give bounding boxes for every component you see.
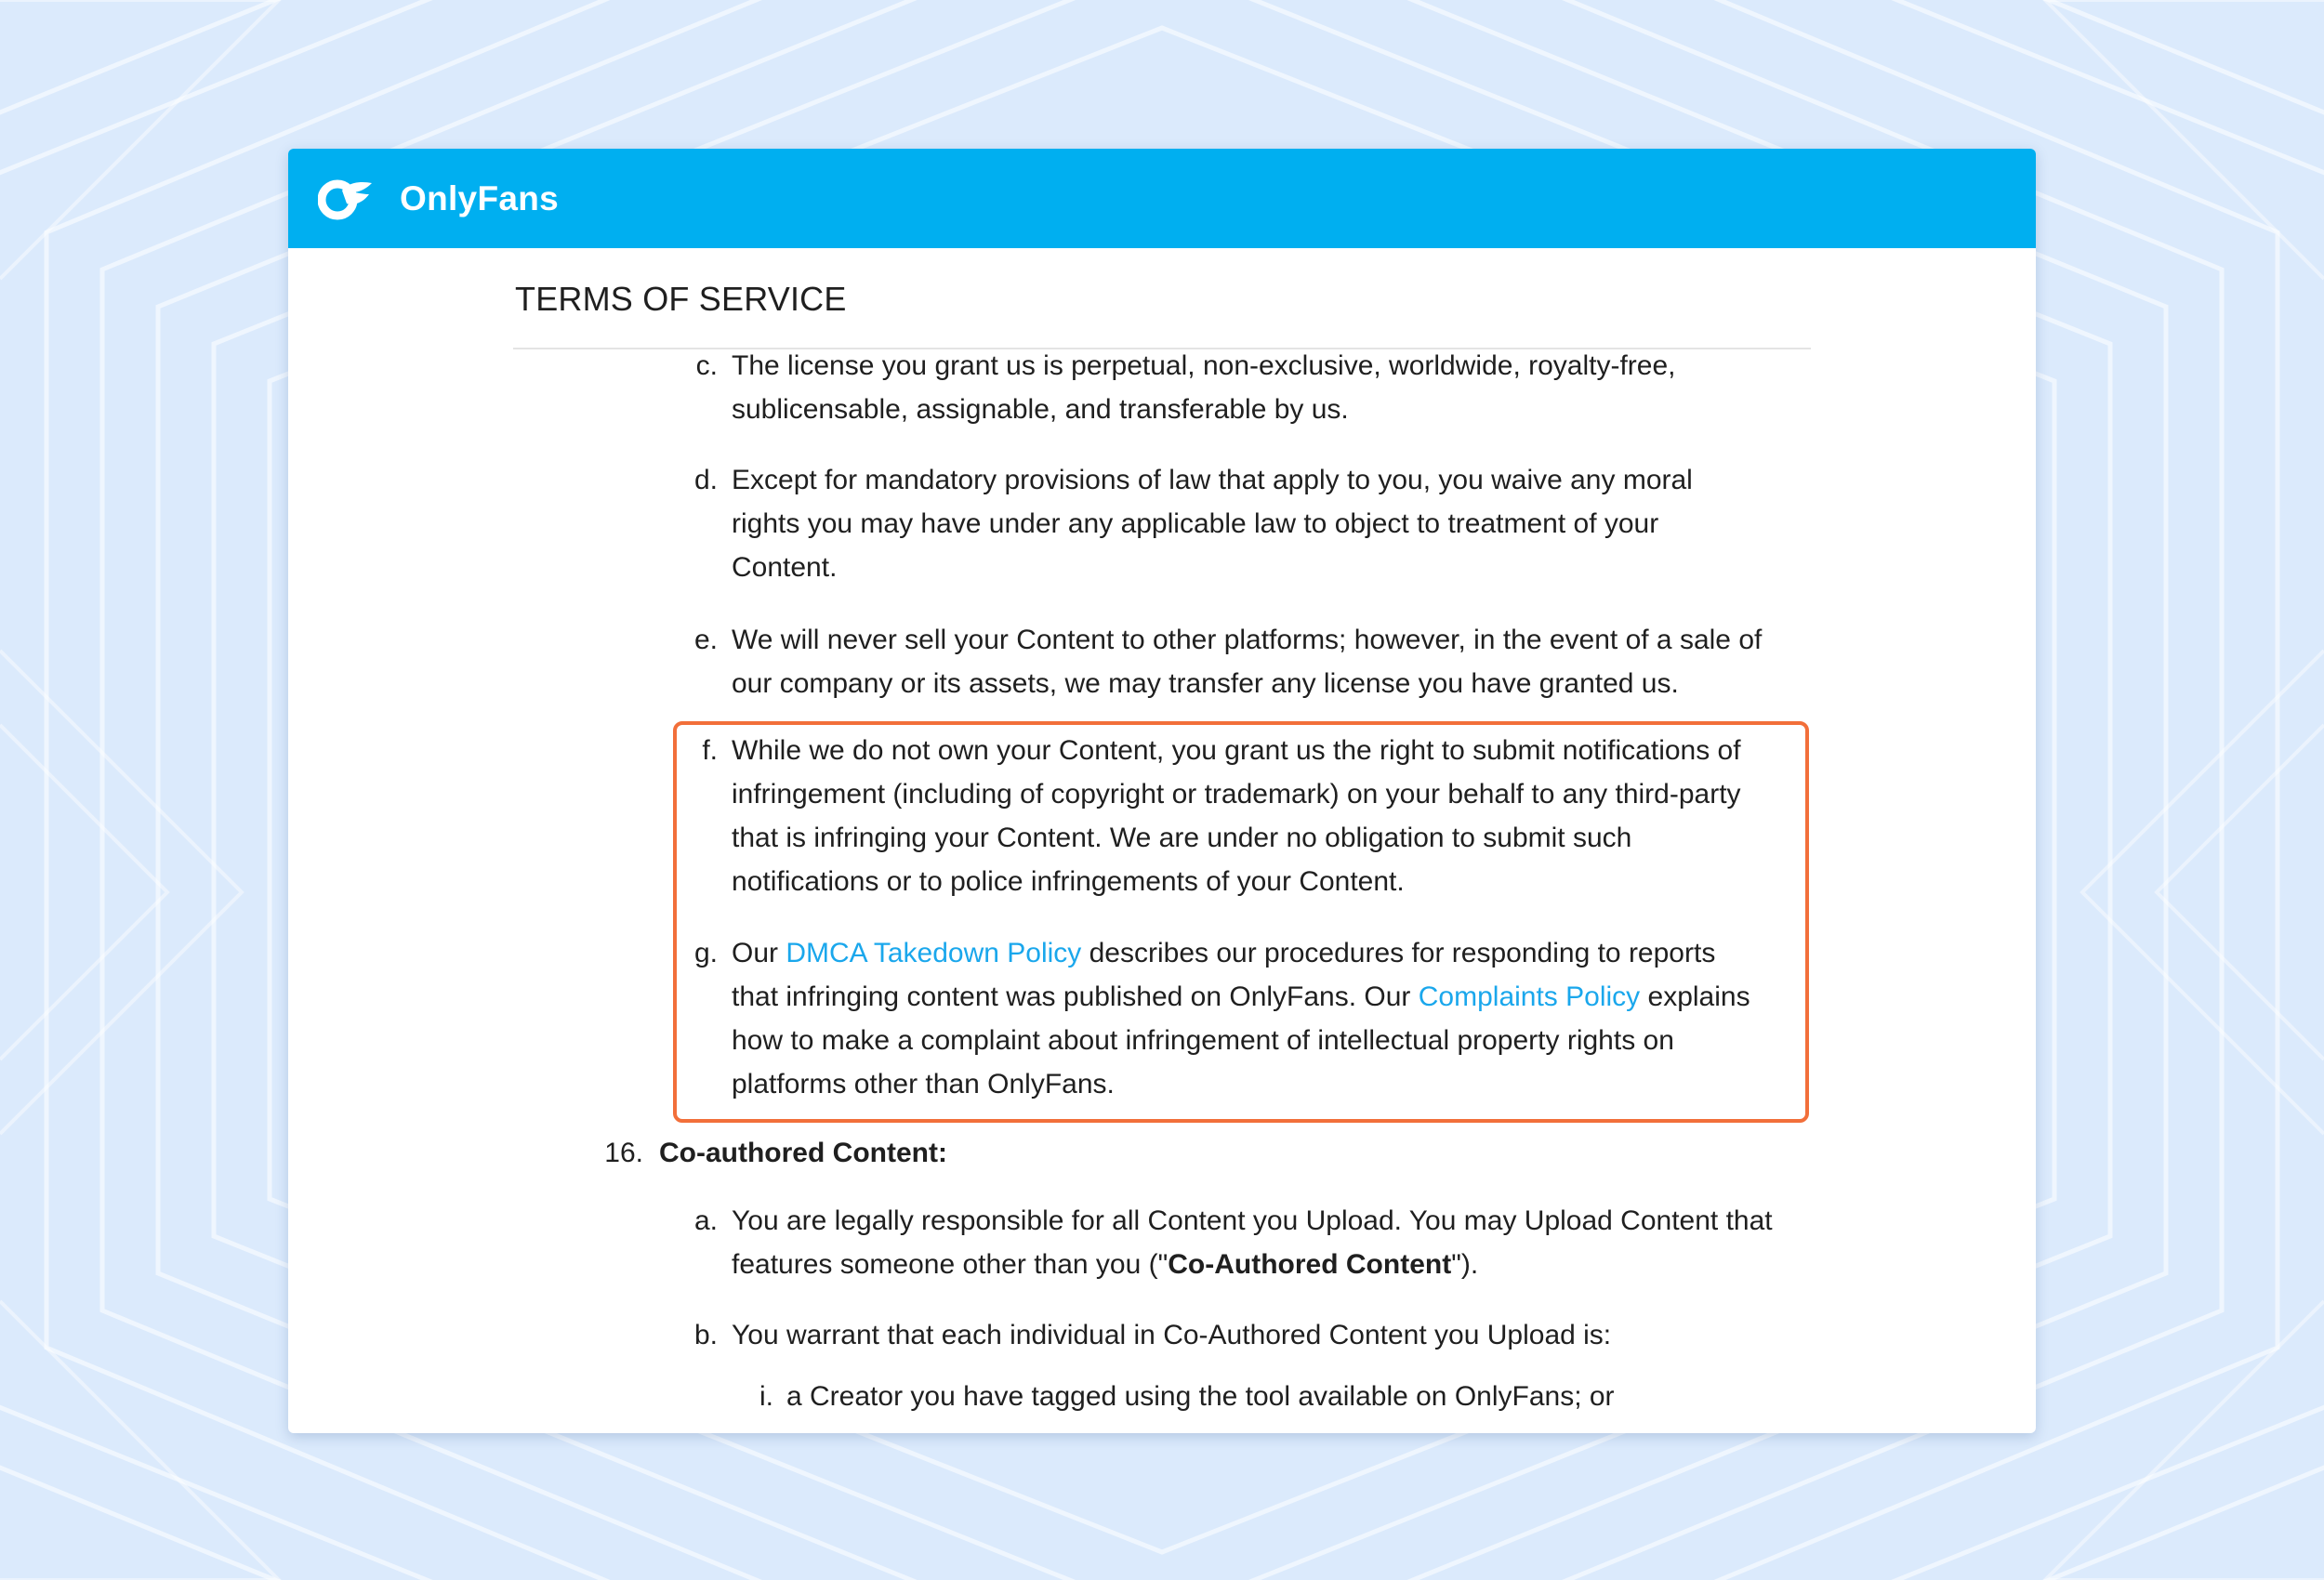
- list-item-f: [288, 729, 2036, 905]
- item-text-line: Except for mandatory provisions of law that apply to you, you waive any moral: [732, 465, 1693, 495]
- item-text-line: our company or its assets, we may transfer any license you have granted us.: [732, 668, 1679, 699]
- item-text-line: You warrant that each individual in Co-Authored Content you Upload is:: [732, 1320, 1612, 1350]
- item-text-line: infringement (including of copyright or trademark) on your behalf to any third-party: [732, 779, 1741, 810]
- defined-term: Co-Authored Content: [1168, 1249, 1452, 1280]
- item-marker: g.: [693, 938, 718, 968]
- item-text-line: how to make a complaint about infringement of intellectual property rights on: [732, 1025, 1674, 1056]
- item-text-segment: features someone other than you (": [732, 1249, 1169, 1280]
- list-item-g: [288, 931, 2036, 1108]
- item-text-line: rights you may have under any applicable law to object to treatment of your: [732, 508, 1659, 539]
- section-number: 16.: [604, 1138, 643, 1168]
- list-item-16a: [288, 1199, 2036, 1292]
- item-text-line: sublicensable, assignable, and transferable by us.: [732, 394, 1349, 425]
- complaints-policy-link[interactable]: Complaints Policy: [1418, 981, 1641, 1012]
- list-item-16b-i: [288, 1375, 2036, 1421]
- item-text-segment: describes our procedures for responding to reports: [1081, 938, 1716, 968]
- item-text-segment: explains: [1640, 981, 1750, 1012]
- list-item-16b: [288, 1313, 2036, 1360]
- section-16-heading: [288, 1131, 2036, 1178]
- item-text-line: that is infringing your Content. We are under no obligation to submit such: [732, 823, 1632, 853]
- item-marker: f.: [702, 735, 718, 766]
- item-text-line: a Creator you have tagged using the tool available on OnlyFans; or: [786, 1381, 1615, 1412]
- item-text-line: notifications or to police infringements of your Content.: [732, 866, 1405, 897]
- item-marker: a.: [693, 1205, 718, 1236]
- item-marker: e.: [693, 625, 718, 655]
- list-item-e: [288, 618, 2036, 711]
- item-text-line: While we do not own your Content, you grant us the right to submit notifications of: [732, 735, 1741, 766]
- item-text-line: The license you grant us is perpetual, non-exclusive, worldwide, royalty-free,: [732, 350, 1676, 381]
- section-heading: Co-authored Content:: [659, 1138, 947, 1168]
- item-text-segment: ").: [1451, 1249, 1479, 1280]
- item-text-line: You are legally responsible for all Content you Upload. You may Upload Content that: [732, 1205, 1773, 1236]
- item-marker: i.: [759, 1381, 773, 1412]
- terms-window: [288, 149, 2036, 1433]
- item-text-line: Content.: [732, 552, 838, 583]
- item-text-line: [732, 975, 1750, 1019]
- item-text-line: [732, 1243, 1478, 1286]
- item-text-line: platforms other than OnlyFans.: [732, 1069, 1115, 1099]
- item-text-segment: Our: [732, 938, 786, 968]
- item-text-segment: that infringing content was published on OnlyFans. Our: [732, 981, 1419, 1012]
- list-item-c: [288, 344, 2036, 437]
- item-marker: d.: [693, 465, 718, 495]
- list-item-d: [288, 458, 2036, 598]
- terms-content: [288, 149, 2036, 1433]
- brand-name[interactable]: OnlyFans: [400, 179, 559, 217]
- item-text-line: We will never sell your Content to other platforms; however, in the event of a sale of: [732, 625, 1763, 655]
- item-marker: b.: [693, 1320, 718, 1350]
- item-text-line: [732, 931, 1715, 975]
- page-title: TERMS OF SERVICE: [515, 280, 847, 318]
- dmca-takedown-policy-link[interactable]: DMCA Takedown Policy: [786, 938, 1082, 968]
- item-marker: c.: [695, 350, 718, 381]
